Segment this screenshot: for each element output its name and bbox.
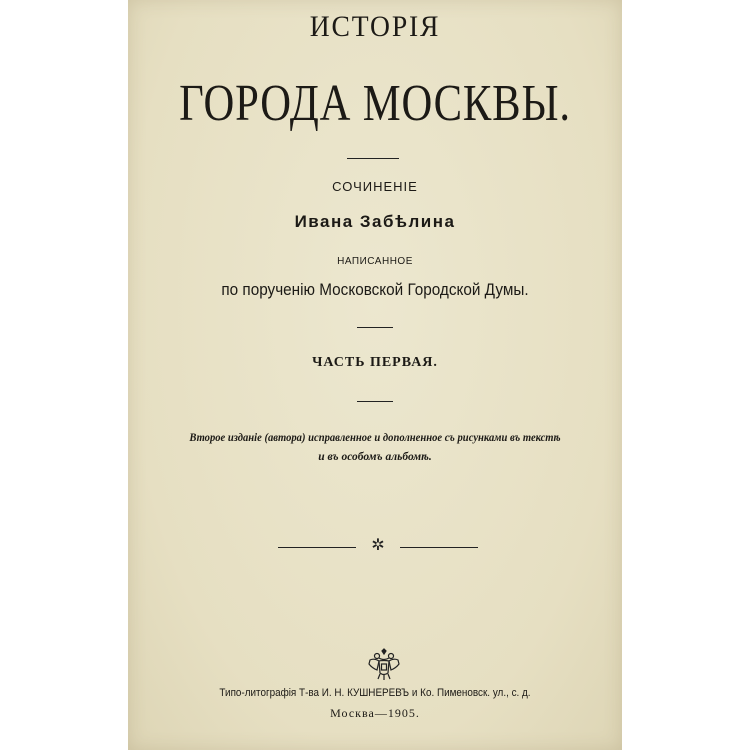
ornament-rule-left — [278, 547, 356, 548]
edition-note-line1: Второе изданiе (автора) исправленное и дополненное съ рисунками въ текстѣ — [189, 432, 561, 444]
edition-note-line2: и въ особомъ альбомѣ. — [318, 451, 432, 463]
printer-imprint: Типо-литографiя Т-ва И. Н. КУШНЕРЕВЪ и Ко. Пименовск. ул., с. д. — [219, 687, 531, 699]
work-label: СОЧИНЕНIЕ — [332, 179, 418, 194]
ornament-rule-right — [400, 547, 478, 548]
double-headed-eagle-icon — [366, 648, 402, 682]
divider-rule — [347, 158, 399, 159]
ornament-star-icon: ✲ — [371, 537, 385, 554]
title-city: ГОРОДА МОСКВЫ. — [179, 75, 571, 132]
title-page — [128, 0, 622, 750]
part-label: ЧАСТЬ ПЕРВАЯ. — [312, 355, 438, 370]
divider-rule — [357, 327, 393, 328]
city-year: Москва—1905. — [330, 706, 420, 720]
title-history: ИСТОРIЯ — [309, 10, 441, 43]
ornamental-divider — [278, 538, 478, 556]
author-name: Ивана Забѣлина — [294, 212, 456, 231]
written-label: НАПИСАННОЕ — [337, 256, 413, 267]
divider-rule — [357, 401, 393, 402]
commission-line: по порученiю Московской Городской Думы. — [221, 280, 529, 299]
